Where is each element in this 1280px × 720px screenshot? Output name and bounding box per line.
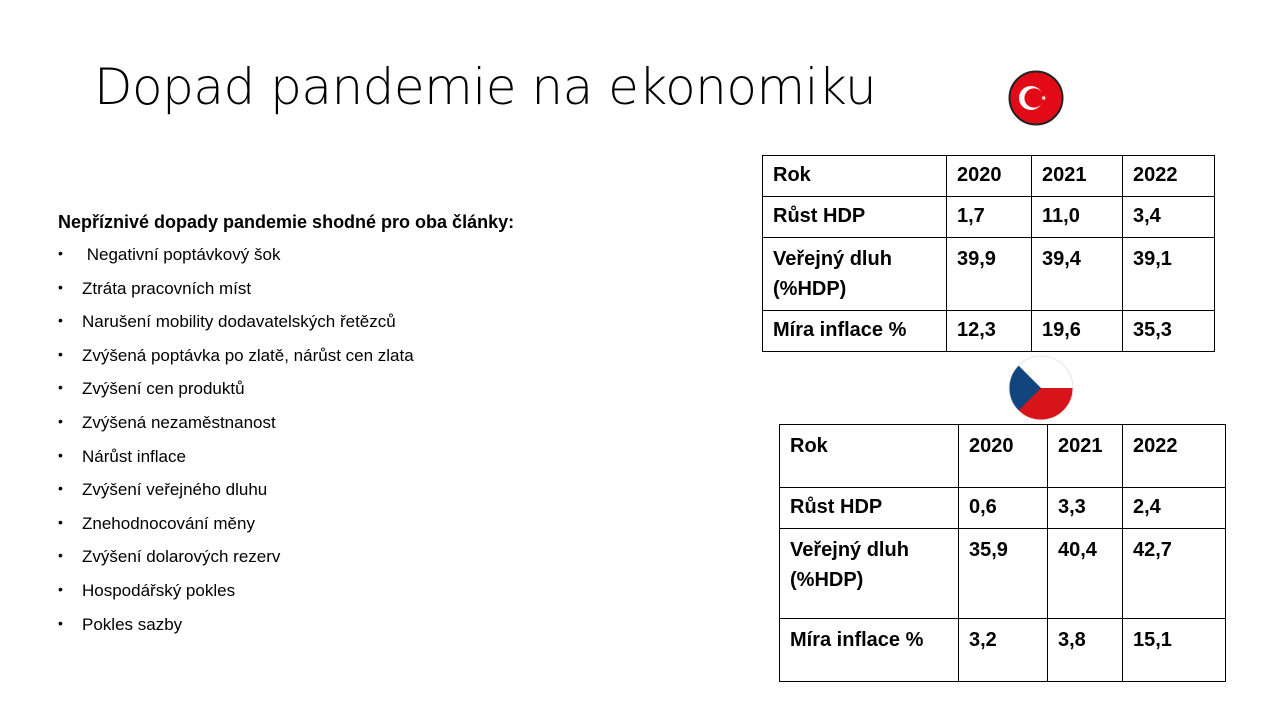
list-item: • Nárůst inflace (58, 446, 186, 466)
bullet-icon: • (58, 245, 63, 261)
bullet-icon: • (58, 480, 63, 497)
list-item: • Hospodářský pokles (58, 580, 236, 600)
table-cell: 40,4 (1048, 529, 1123, 619)
table-cell: Míra inflace % (780, 619, 959, 682)
table-cell: 0,6 (959, 488, 1048, 529)
table-cell: Veřejný dluh (%HDP) (763, 238, 947, 311)
bullet-icon: • (58, 412, 63, 429)
table-cell: 15,1 (1123, 619, 1226, 682)
slide-title: Dopad pandemie na ekonomiku (94, 58, 877, 116)
list-item: • Zvýšení dolarových rezerv (58, 547, 281, 567)
bullet-icon: • (58, 446, 63, 463)
list-item: • Zvýšení cen produktů (58, 379, 245, 399)
table-cell: 2022 (1123, 425, 1226, 488)
table-cell: 42,7 (1123, 529, 1226, 619)
turkey-flag-icon (1008, 70, 1064, 126)
table-cell: 3,4 (1123, 197, 1215, 238)
table-cell: 11,0 (1032, 197, 1123, 238)
table-cell: 12,3 (947, 311, 1032, 352)
table-cell: 2021 (1048, 425, 1123, 488)
table-row (780, 425, 1226, 488)
table-cell: Růst HDP (780, 488, 959, 529)
turkey-economy-table (762, 155, 1215, 352)
table-row (763, 238, 1215, 311)
table-cell: 1,7 (947, 197, 1032, 238)
list-item: • Zvýšená nezaměstnanost (58, 412, 276, 432)
table-cell: 2022 (1123, 156, 1215, 197)
table-row (763, 156, 1215, 197)
table-cell: 19,6 (1032, 311, 1123, 352)
table-row (780, 488, 1226, 529)
table-cell: 39,4 (1032, 238, 1123, 311)
table-cell: 35,9 (959, 529, 1048, 619)
table-cell: 39,1 (1123, 238, 1215, 311)
bullet-icon: • (58, 580, 63, 597)
table-cell: 2020 (947, 156, 1032, 197)
bullet-icon: • (58, 614, 63, 631)
bullet-icon: • (58, 547, 63, 564)
bullet-icon: • (58, 312, 63, 329)
table-cell: Rok (763, 156, 947, 197)
table-row (763, 311, 1215, 352)
effects-list (58, 245, 414, 648)
bullet-icon: • (58, 345, 63, 362)
table-cell: 35,3 (1123, 311, 1215, 352)
list-item: • Znehodnocování měny (58, 513, 255, 533)
bullet-icon: • (58, 278, 63, 295)
list-item: • Zvýšená poptávka po zlatě, nárůst cen zlata (58, 345, 414, 365)
table-cell: 2021 (1032, 156, 1123, 197)
bullet-icon: • (58, 513, 63, 530)
list-item: • Ztráta pracovních míst (58, 278, 252, 298)
list-item: • Negativní poptávkový šok (58, 245, 281, 264)
table-cell: 3,2 (959, 619, 1048, 682)
table-cell: 3,8 (1048, 619, 1123, 682)
table-cell: 2020 (959, 425, 1048, 488)
list-item: • Zvýšení veřejného dluhu (58, 480, 268, 500)
table-cell: 2,4 (1123, 488, 1226, 529)
table-cell: 3,3 (1048, 488, 1123, 529)
table-cell: Míra inflace % (763, 311, 947, 352)
bullets-heading: Nepříznivé dopady pandemie shodné pro oba články: (58, 212, 515, 232)
table-cell: Veřejný dluh (%HDP) (780, 529, 959, 619)
table-row (763, 197, 1215, 238)
list-item: • Narušení mobility dodavatelských řetězců (58, 312, 396, 332)
list-item: • Pokles sazby (58, 614, 183, 634)
table-cell: Růst HDP (763, 197, 947, 238)
table-row (780, 619, 1226, 682)
table-cell: 39,9 (947, 238, 1032, 311)
czech-economy-table (779, 424, 1226, 682)
bullet-icon: • (58, 379, 63, 396)
czech-flag-icon (1008, 355, 1074, 421)
table-cell: Rok (780, 425, 959, 488)
table-row (780, 529, 1226, 619)
